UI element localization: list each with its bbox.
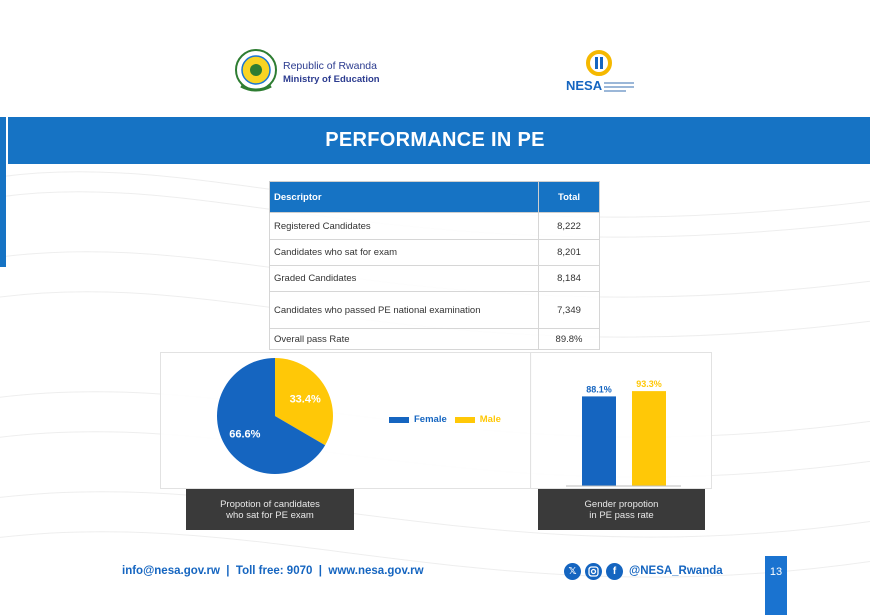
column-header-total: Total — [539, 182, 600, 213]
facebook-icon[interactable]: f — [606, 563, 623, 580]
bar-label-female: 88.1% — [586, 384, 612, 395]
column-header-descriptor: Descriptor — [270, 182, 539, 213]
table-header-row — [270, 182, 600, 213]
bar-chart-caption — [538, 489, 705, 530]
row-value: 7,349 — [539, 292, 600, 329]
bar-male — [632, 391, 666, 486]
nesa-logo — [562, 50, 642, 98]
instagram-icon[interactable] — [585, 563, 602, 580]
legend-label-female: Female — [414, 414, 447, 425]
table-row — [270, 266, 600, 292]
social-handle[interactable]: @NESA_Rwanda — [629, 565, 723, 577]
bar-female — [582, 396, 616, 486]
row-label: Graded Candidates — [270, 266, 539, 292]
ministry-name: Ministry of Education — [283, 74, 380, 85]
table-row — [270, 292, 600, 329]
bar-label-male: 93.3% — [636, 379, 662, 390]
chart-legend — [389, 414, 501, 425]
pie-chart-caption — [186, 489, 354, 530]
row-label: Candidates who sat for exam — [270, 240, 539, 266]
page-title: PERFORMANCE IN PE — [325, 129, 545, 151]
legend-swatch-male — [455, 417, 475, 423]
results-table — [269, 181, 600, 350]
rwanda-coat-of-arms-logo — [233, 48, 279, 96]
pie-label-male: 33.4% — [289, 393, 321, 406]
table-row — [270, 329, 600, 350]
social-icons — [564, 563, 623, 580]
footer-contact-info: info@nesa.gov.rw | Toll free: 9070 | www.nesa.gov.rw — [122, 565, 424, 577]
row-label: Overall pass Rate — [270, 329, 539, 350]
caption-line: who sat for PE exam — [226, 509, 314, 521]
nesa-logo-text: NESA — [566, 78, 603, 93]
legend-label-male: Male — [479, 414, 501, 425]
legend-item-female — [389, 414, 447, 425]
row-label: Candidates who passed PE national examination — [270, 292, 539, 329]
table-row — [270, 240, 600, 266]
caption-line: Propotion of candidates — [220, 498, 320, 510]
table-row — [270, 213, 600, 240]
ministry-title-block — [283, 60, 380, 86]
row-value: 89.8% — [539, 329, 600, 350]
row-label: Registered Candidates — [270, 213, 539, 240]
legend-swatch-female — [389, 417, 409, 423]
row-value: 8,201 — [539, 240, 600, 266]
country-name: Republic of Rwanda — [283, 60, 377, 72]
side-accent-bar — [0, 117, 6, 267]
caption-line: in PE pass rate — [589, 509, 654, 521]
caption-line: Gender propotion — [584, 498, 659, 510]
title-banner — [8, 117, 870, 164]
x-icon[interactable]: 𝕏 — [564, 563, 581, 580]
row-value: 8,184 — [539, 266, 600, 292]
bar-chart-panel — [530, 352, 712, 489]
bar-chart — [531, 353, 711, 488]
pie-chart-panel — [160, 352, 532, 489]
pie-label-female: 66.6% — [229, 428, 261, 441]
page-number: 13 — [765, 556, 787, 615]
legend-item-male — [455, 414, 501, 425]
row-value: 8,222 — [539, 213, 600, 240]
